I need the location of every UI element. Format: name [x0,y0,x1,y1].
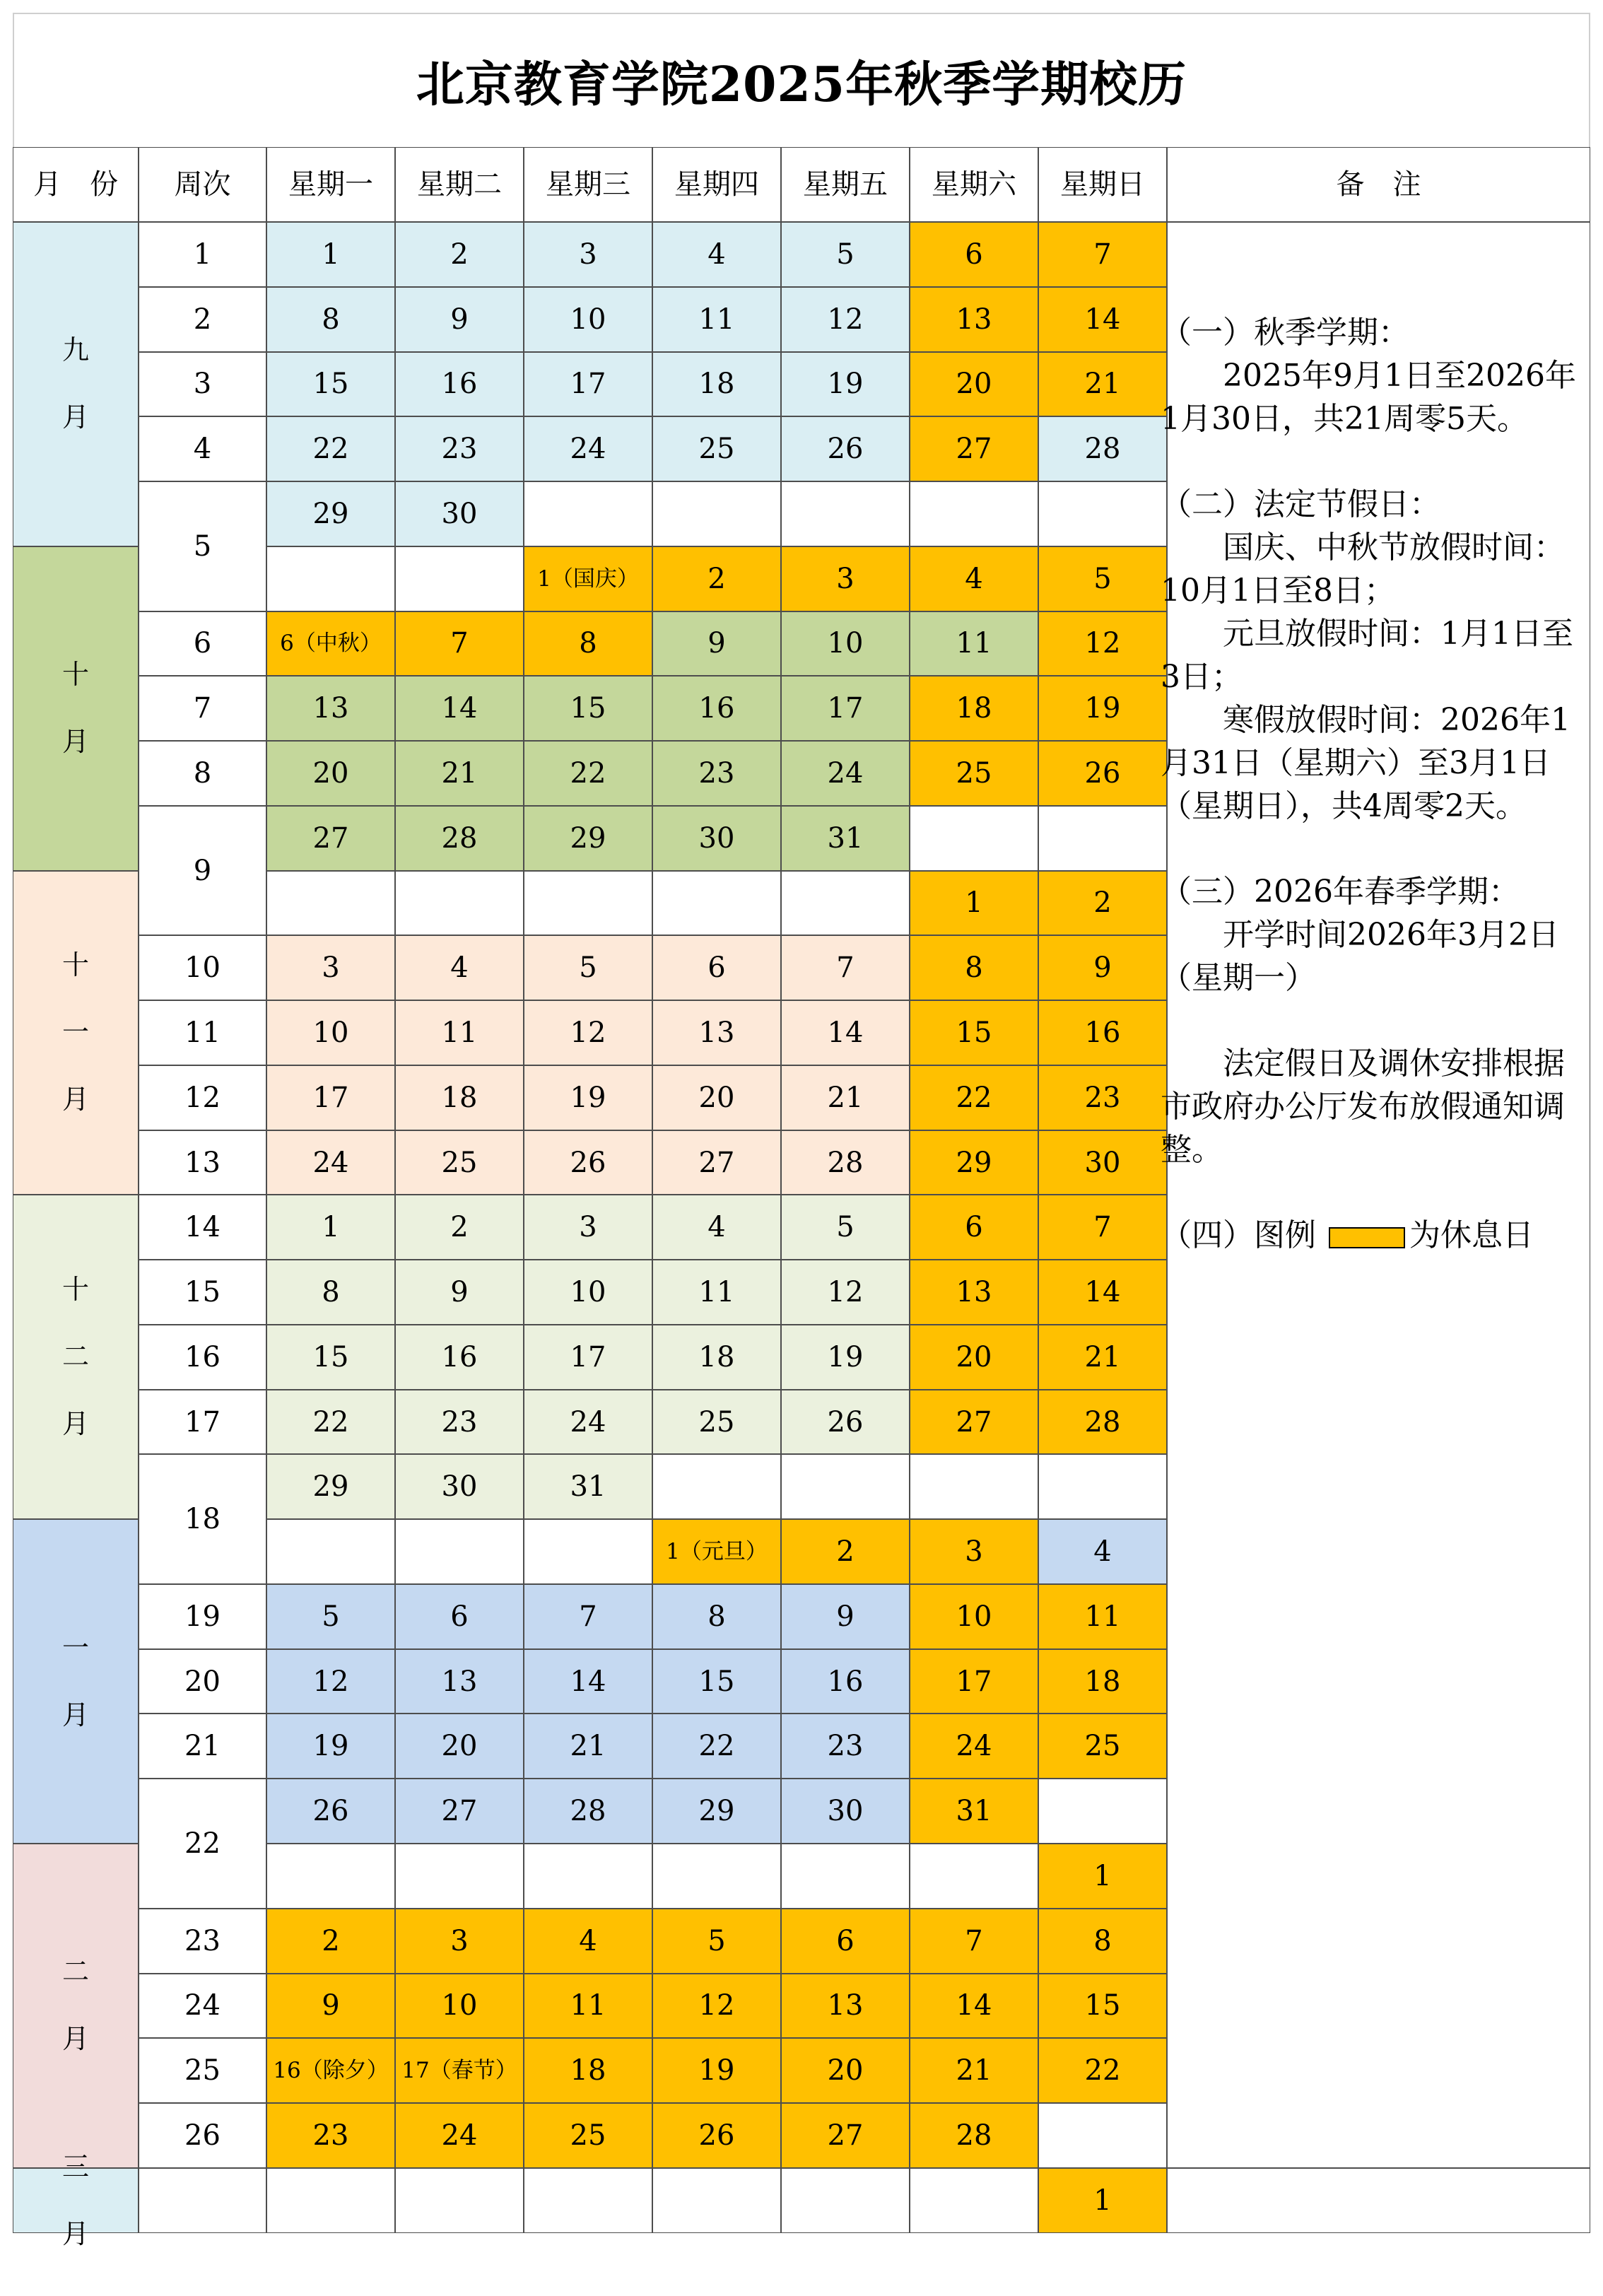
day-cell [910,1454,1038,1519]
day-cell: 20 [266,741,395,806]
week-number: 26 [139,2103,266,2168]
day-cell: 30 [781,1779,910,1844]
week-number: 8 [139,741,266,806]
day-cell: 8 [266,287,395,352]
day-cell [524,1844,652,1909]
day-cell: 11 [1038,1584,1167,1649]
day-cell [910,1844,1038,1909]
day-cell [395,1844,524,1909]
day-cell: 9 [266,1974,395,2039]
day-cell: 15 [266,352,395,417]
day-cell: 28 [524,1779,652,1844]
month-cell [13,1195,139,1519]
day-cell: 16 [395,1325,524,1390]
day-cell: 22 [266,1390,395,1455]
day-cell: 28 [1038,1390,1167,1455]
note-spring-title: （三）2026年春季学期： [1161,874,1520,910]
day-cell: 12 [266,1649,395,1714]
day-cell: 18 [910,676,1038,741]
day-cell: 15 [1038,1974,1167,2039]
day-cell: 2 [781,1519,910,1584]
day-cell: 14 [524,1649,652,1714]
legend-label: 为休息日 [1409,1217,1534,1253]
day-cell: 25 [395,1130,524,1195]
day-cell: 16 [652,676,781,741]
day-cell: 14 [910,1974,1038,2039]
day-cell: 16 [1038,1000,1167,1065]
day-cell [781,481,910,546]
month-cell [13,871,139,1195]
day-cell: 4 [395,935,524,1000]
day-cell: 11 [652,1260,781,1325]
day-cell [395,546,524,611]
day-cell: 21 [1038,352,1167,417]
day-cell: 1 [266,1195,395,1260]
day-cell [781,1454,910,1519]
day-cell: 29 [266,1454,395,1519]
day-cell: 10 [524,1260,652,1325]
day-cell: 13 [781,1974,910,2039]
day-cell: 4 [1038,1519,1167,1584]
week-number: 5 [139,481,266,611]
week-number: 1 [139,222,266,287]
day-cell: 6 [910,222,1038,287]
day-cell [524,481,652,546]
day-cell: 1 [266,222,395,287]
day-cell: 18 [652,352,781,417]
header-4: 星期三 [524,147,652,222]
week-number: 14 [139,1195,266,1260]
day-cell: 11 [652,287,781,352]
day-cell: 27 [266,806,395,871]
day-cell: 15 [524,676,652,741]
day-cell: 7 [524,1584,652,1649]
day-cell: 2 [395,222,524,287]
day-cell: 21 [395,741,524,806]
day-cell: 5 [652,1909,781,1974]
day-cell [1038,1779,1167,1844]
day-cell: 30 [1038,1130,1167,1195]
day-cell: 9 [395,1260,524,1325]
header-9: 备 注 [1167,147,1590,222]
day-cell: 11 [395,1000,524,1065]
day-cell: 29 [652,1779,781,1844]
month-label-char: 月 [61,1084,89,1115]
day-cell: 3 [524,222,652,287]
day-cell: 1 [1038,1844,1167,1909]
day-cell: 12 [781,1260,910,1325]
month-label-char: 月 [61,1699,89,1730]
week-number: 15 [139,1260,266,1325]
week-number: 16 [139,1325,266,1390]
day-cell: 31 [524,1454,652,1519]
day-cell: 15 [266,1325,395,1390]
day-cell: 23 [1038,1065,1167,1130]
day-cell: 21 [1038,1325,1167,1390]
week-number: 19 [139,1584,266,1649]
day-cell: 24 [910,1714,1038,1779]
month-label-char: 十 [61,949,89,981]
day-cell: 20 [910,1325,1038,1390]
day-cell: 9 [1038,935,1167,1000]
day-cell: 20 [652,1065,781,1130]
day-cell: 7 [395,611,524,676]
day-cell [266,2168,395,2233]
day-cell: 31 [910,1779,1038,1844]
day-cell: 29 [524,806,652,871]
day-cell [910,2168,1038,2233]
day-cell: 7 [781,935,910,1000]
week-number: 6 [139,611,266,676]
day-cell: 30 [395,1454,524,1519]
day-cell: 6 [910,1195,1038,1260]
day-cell: 21 [781,1065,910,1130]
day-cell: 10 [781,611,910,676]
day-cell: 16（除夕） [266,2038,395,2103]
day-cell: 24 [524,416,652,481]
day-cell [910,806,1038,871]
remarks-panel [1161,311,1585,1257]
day-cell: 22 [910,1065,1038,1130]
month-label-char: 三 [61,2150,89,2182]
header-2: 星期一 [266,147,395,222]
day-cell: 28 [395,806,524,871]
month-cell [13,1519,139,1844]
remarks-cell-march [1167,2168,1590,2233]
day-cell: 23 [652,741,781,806]
day-cell: 23 [395,1390,524,1455]
day-cell: 13 [910,1260,1038,1325]
day-cell [524,2168,652,2233]
day-cell: 27 [781,2103,910,2168]
day-cell: 3 [910,1519,1038,1584]
day-cell: 30 [652,806,781,871]
day-cell [395,2168,524,2233]
day-cell: 1 [1038,2168,1167,2233]
header-7: 星期六 [910,147,1038,222]
day-cell: 13 [266,676,395,741]
month-cell [13,1844,139,2168]
header-5: 星期四 [652,147,781,222]
day-cell: 5 [781,222,910,287]
note-adjustment: 法定假日及调休安排根据市政府办公厅发布放假通知调整。 [1161,1046,1565,1168]
day-cell: 17（春节） [395,2038,524,2103]
day-cell: 3 [266,935,395,1000]
day-cell: 2 [652,546,781,611]
month-label-char: 十 [61,659,89,691]
day-cell: 13 [652,1000,781,1065]
day-cell [652,2168,781,2233]
day-cell: 8 [524,611,652,676]
day-cell: 5 [266,1584,395,1649]
note-holiday-title: （二）法定节假日： [1161,486,1440,522]
day-cell: 18 [395,1065,524,1130]
day-cell: 6 [652,935,781,1000]
day-cell: 26 [781,416,910,481]
day-cell: 17 [524,352,652,417]
day-cell: 1（国庆） [524,546,652,611]
day-cell [524,871,652,936]
day-cell: 23 [395,416,524,481]
day-cell: 12 [524,1000,652,1065]
day-cell: 17 [524,1325,652,1390]
month-label-char: 一 [61,1017,89,1048]
day-cell: 17 [781,676,910,741]
month-cell [13,222,139,546]
day-cell [1038,481,1167,546]
day-cell: 7 [1038,1195,1167,1260]
day-cell: 5 [781,1195,910,1260]
day-cell: 15 [910,1000,1038,1065]
day-cell: 22 [266,416,395,481]
day-cell: 12 [652,1974,781,2039]
day-cell [266,1519,395,1584]
day-cell: 25 [524,2103,652,2168]
note-holiday-national: 国庆、中秋节放假时间：10月1日至8日； [1161,529,1565,609]
day-cell: 24 [266,1130,395,1195]
day-cell: 4 [910,546,1038,611]
day-cell: 14 [781,1000,910,1065]
day-cell: 18 [1038,1649,1167,1714]
month-label-char: 月 [61,402,89,433]
day-cell: 8 [1038,1909,1167,1974]
day-cell: 10 [395,1974,524,2039]
day-cell: 19 [1038,676,1167,741]
day-cell: 25 [652,416,781,481]
day-cell: 4 [652,222,781,287]
day-cell: 3 [395,1909,524,1974]
day-cell [524,1519,652,1584]
day-cell: 28 [910,2103,1038,2168]
page-title: 北京教育学院2025年秋季学期校历 [13,13,1590,147]
day-cell: 24 [395,2103,524,2168]
day-cell: 7 [910,1909,1038,1974]
week-number: 25 [139,2038,266,2103]
day-cell: 27 [652,1130,781,1195]
week-number: 3 [139,352,266,417]
day-cell: 1 [910,871,1038,936]
month-label-char: 月 [61,1408,89,1440]
day-cell: 2 [266,1909,395,1974]
legend-rest-swatch [1329,1227,1405,1248]
day-cell: 25 [652,1390,781,1455]
day-cell: 14 [395,676,524,741]
day-cell: 11 [524,1974,652,2039]
day-cell: 14 [1038,1260,1167,1325]
day-cell [781,2168,910,2233]
day-cell: 19 [524,1065,652,1130]
day-cell [266,546,395,611]
day-cell: 16 [781,1649,910,1714]
day-cell: 19 [652,2038,781,2103]
day-cell: 22 [524,741,652,806]
day-cell: 10 [524,287,652,352]
day-cell [652,1844,781,1909]
day-cell [1038,1454,1167,1519]
week-number: 12 [139,1065,266,1130]
month-label-char: 二 [61,1341,89,1373]
week-number: 11 [139,1000,266,1065]
day-cell: 25 [910,741,1038,806]
week-number: 13 [139,1130,266,1195]
day-cell: 3 [781,546,910,611]
day-cell: 19 [266,1714,395,1779]
day-cell [1038,806,1167,871]
day-cell: 2 [395,1195,524,1260]
day-cell: 20 [395,1714,524,1779]
day-cell: 5 [1038,546,1167,611]
note-holiday-newyear: 元旦放假时间：1月1日至3日； [1161,616,1573,695]
day-cell: 4 [524,1909,652,1974]
day-cell: 17 [266,1065,395,1130]
day-cell: 20 [910,352,1038,417]
day-cell: 16 [395,352,524,417]
day-cell: 6（中秋） [266,611,395,676]
day-cell: 13 [910,287,1038,352]
day-cell: 8 [266,1260,395,1325]
day-cell: 9 [652,611,781,676]
month-label-char: 十 [61,1274,89,1306]
month-label-char: 一 [61,1632,89,1663]
day-cell [652,481,781,546]
note-autumn-title: （一）秋季学期： [1161,315,1409,351]
day-cell: 21 [524,1714,652,1779]
week-number: 7 [139,676,266,741]
week-number: 20 [139,1649,266,1714]
day-cell: 26 [266,1779,395,1844]
day-cell: 6 [395,1584,524,1649]
day-cell: 25 [1038,1714,1167,1779]
day-cell [781,1844,910,1909]
legend [1161,1214,1585,1257]
day-cell: 9 [395,287,524,352]
day-cell [652,871,781,936]
day-cell: 28 [781,1130,910,1195]
week-number: 2 [139,287,266,352]
month-cell [13,546,139,871]
day-cell: 5 [524,935,652,1000]
day-cell [395,1519,524,1584]
day-cell: 13 [395,1649,524,1714]
day-cell: 22 [652,1714,781,1779]
day-cell [395,871,524,936]
week-number: 17 [139,1390,266,1455]
day-cell: 9 [781,1584,910,1649]
day-cell: 26 [1038,741,1167,806]
day-cell: 12 [781,287,910,352]
day-cell: 24 [781,741,910,806]
day-cell: 29 [266,481,395,546]
day-cell: 4 [652,1195,781,1260]
note-spring-body: 开学时间2026年3月2日（星期一） [1161,917,1559,996]
day-cell [266,1844,395,1909]
header-6: 星期五 [781,147,910,222]
day-cell: 11 [910,611,1038,676]
week-number [139,2168,266,2233]
day-cell: 18 [524,2038,652,2103]
week-number: 10 [139,935,266,1000]
day-cell: 18 [652,1325,781,1390]
header-8: 星期日 [1038,147,1167,222]
day-cell [781,871,910,936]
week-number: 23 [139,1909,266,1974]
week-number: 4 [139,416,266,481]
day-cell: 26 [781,1390,910,1455]
day-cell [652,1454,781,1519]
day-cell: 17 [910,1649,1038,1714]
day-cell: 2 [1038,871,1167,936]
header-1: 周次 [139,147,266,222]
week-number: 22 [139,1779,266,1909]
day-cell: 8 [652,1584,781,1649]
day-cell: 22 [1038,2038,1167,2103]
day-cell: 31 [781,806,910,871]
legend-title: （四）图例 [1161,1217,1316,1253]
month-label-char: 二 [61,1956,89,1988]
month-label-char: 月 [61,726,89,758]
day-cell [910,481,1038,546]
week-number: 18 [139,1454,266,1584]
header-0: 月 份 [13,147,139,222]
day-cell: 15 [652,1649,781,1714]
month-label-char: 月 [61,2023,89,2055]
week-number: 21 [139,1714,266,1779]
day-cell: 23 [266,2103,395,2168]
day-cell [1038,2103,1167,2168]
day-cell: 3 [524,1195,652,1260]
month-label-char: 九 [61,334,89,366]
day-cell: 20 [781,2038,910,2103]
day-cell: 27 [395,1779,524,1844]
day-cell: 30 [395,481,524,546]
day-cell: 8 [910,935,1038,1000]
month-cell [13,2150,139,2249]
day-cell: 19 [781,1325,910,1390]
day-cell: 21 [910,2038,1038,2103]
note-autumn-body: 2025年9月1日至2026年1月30日，共21周零5天。 [1161,358,1576,437]
week-number: 24 [139,1974,266,2039]
day-cell: 26 [652,2103,781,2168]
day-cell: 27 [910,1390,1038,1455]
month-label-char: 月 [61,2218,89,2249]
day-cell: 14 [1038,287,1167,352]
day-cell [266,871,395,936]
day-cell: 6 [781,1909,910,1974]
day-cell: 27 [910,416,1038,481]
header-3: 星期二 [395,147,524,222]
day-cell: 10 [910,1584,1038,1649]
day-cell: 24 [524,1390,652,1455]
day-cell: 29 [910,1130,1038,1195]
note-holiday-winter: 寒假放假时间：2026年1月31日（星期六）至3月1日（星期日），共4周零2天。 [1161,702,1570,824]
week-number: 9 [139,806,266,936]
day-cell: 28 [1038,416,1167,481]
day-cell: 1（元旦） [652,1519,781,1584]
day-cell: 7 [1038,222,1167,287]
day-cell: 23 [781,1714,910,1779]
day-cell: 26 [524,1130,652,1195]
day-cell: 10 [266,1000,395,1065]
day-cell: 19 [781,352,910,417]
day-cell: 12 [1038,611,1167,676]
